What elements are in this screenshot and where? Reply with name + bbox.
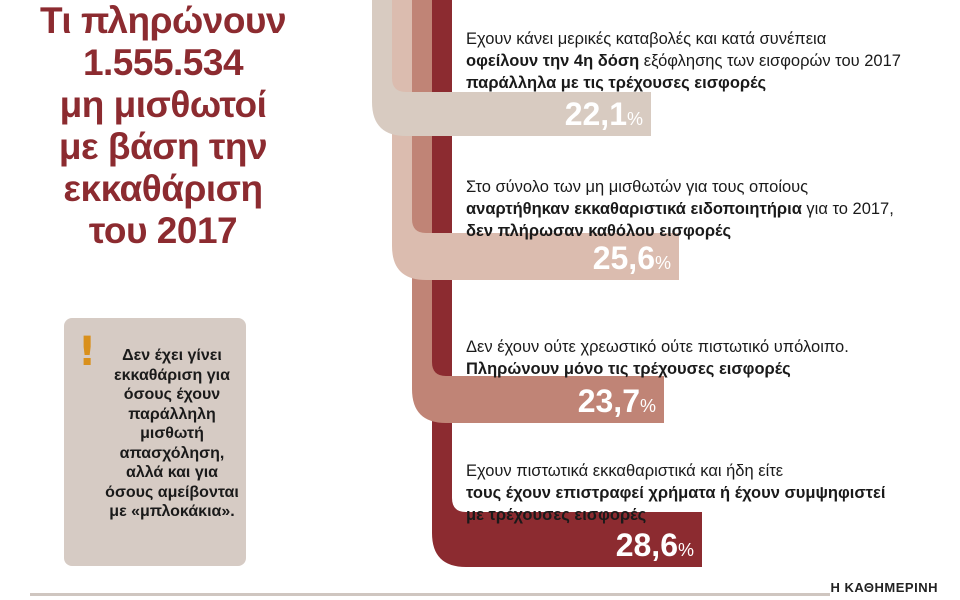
value-number: 23,7 xyxy=(577,383,640,419)
category-label-4 xyxy=(466,460,885,526)
category-line xyxy=(466,482,885,504)
category-line xyxy=(466,72,901,94)
title-line: μη μισθωτοί xyxy=(59,84,267,125)
value-label-4 xyxy=(502,527,694,563)
title-line: Τι πληρώνουν xyxy=(39,0,287,41)
category-label-1 xyxy=(466,28,901,94)
category-label-3 xyxy=(466,336,849,380)
category-line xyxy=(466,220,894,242)
category-line xyxy=(466,50,901,72)
value-number: 22,1 xyxy=(564,96,627,132)
category-line xyxy=(466,28,901,50)
category-line xyxy=(466,336,849,358)
value-number: 28,6 xyxy=(615,527,678,563)
category-text-segment: δεν πλήρωσαν καθόλου εισφορές xyxy=(466,222,732,240)
category-text-segment: Δεν έχουν ούτε χρεωστικό ούτε πιστωτικό υπόλοιπο. xyxy=(466,338,849,356)
title-line: του 2017 xyxy=(88,210,238,251)
category-text-segment: με τρέχουσες εισφορές xyxy=(466,506,647,524)
footer-divider xyxy=(30,593,830,596)
value-unit: % xyxy=(639,396,656,416)
value-label-2 xyxy=(479,240,671,276)
category-line xyxy=(466,460,885,482)
value-unit: % xyxy=(626,109,643,129)
category-label-2 xyxy=(466,176,894,242)
category-text-segment: Στο σύνολο των μη μισθωτών για τους οποίους xyxy=(466,178,809,196)
category-text-segment: οφείλουν την 4η δόση xyxy=(466,52,640,70)
category-text-segment: εξόφλησης των εισφορών του 2017 xyxy=(639,52,901,70)
category-text-segment: παράλληλα με τις τρέχουσες εισφορές xyxy=(466,74,767,92)
title-line: με βάση την xyxy=(58,126,268,167)
title-line: εκκαθάριση xyxy=(63,168,263,209)
category-line xyxy=(466,504,885,526)
category-text-segment: τους έχουν επιστραφεί χρήματα ή έχουν συμψηφιστεί xyxy=(466,484,886,502)
category-text-segment: για το 2017, xyxy=(801,200,894,218)
category-line xyxy=(466,176,894,198)
source-credit: Η ΚΑΘΗΜΕΡΙΝΗ xyxy=(830,580,938,595)
category-line xyxy=(466,198,894,220)
category-text-segment: αναρτήθηκαν εκκαθαριστικά ειδοποιητήρια xyxy=(466,200,802,218)
value-label-1 xyxy=(451,96,643,132)
note-text: Δεν έχει γίνει εκκαθάριση για όσους έχουν παράλληλη μισθωτή απασχόληση, αλλά και για όσους αμείβονται με «μπλοκάκια». xyxy=(105,347,239,520)
value-unit: % xyxy=(677,540,694,560)
title-line: 1.555.534 xyxy=(82,42,244,83)
category-text-segment: Εχουν πιστωτικά εκκαθαριστικά και ήδη είτε xyxy=(466,462,784,480)
category-text-segment: Πληρώνουν μόνο τις τρέχουσες εισφορές xyxy=(466,360,791,378)
value-unit: % xyxy=(654,253,671,273)
value-number: 25,6 xyxy=(592,240,655,276)
exclamation-icon: ! xyxy=(78,329,97,375)
category-line xyxy=(466,358,849,380)
value-label-3 xyxy=(464,383,656,419)
category-text-segment: Εχουν κάνει μερικές καταβολές και κατά συνέπεια xyxy=(466,30,827,48)
